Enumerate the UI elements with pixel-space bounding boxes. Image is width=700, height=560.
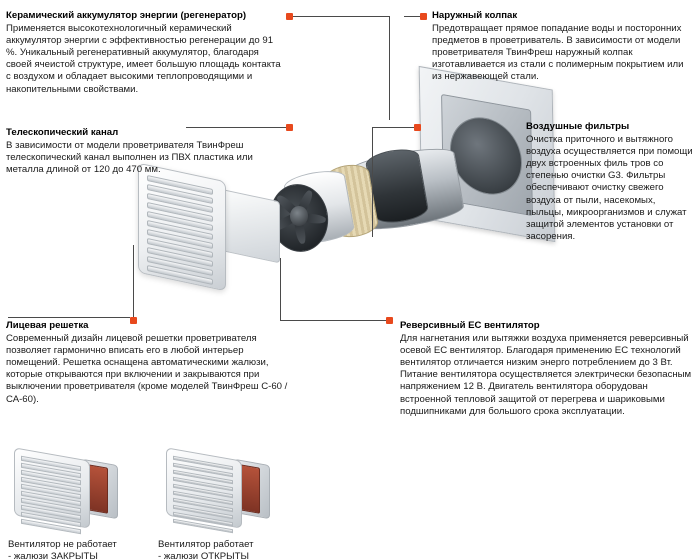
leader-reversible-fan — [280, 320, 386, 321]
callout-telescopic-channel-body: В зависимости от модели проветривателя ТвинФреш телескопический канал выполнен из ПВХ пластика или металла длиной от 120 до 470 мм. — [6, 140, 253, 176]
caption-fan-on-line1: Вентилятор работает — [158, 539, 254, 550]
leader-regenerator-2 — [389, 16, 390, 120]
leader-front-grille-2 — [8, 317, 130, 318]
louvers-open — [173, 456, 233, 519]
product-image-fan-on — [160, 448, 278, 528]
leader-front-grille — [133, 245, 134, 317]
leader-air-filters-2 — [372, 127, 373, 237]
callout-air-filters — [526, 121, 694, 243]
marker-air-filters — [414, 124, 421, 131]
caption-fan-on — [158, 539, 298, 560]
front-grille-louvers — [147, 175, 213, 277]
product-image-fan-off — [8, 448, 126, 528]
fan-hub — [290, 206, 308, 226]
louvers-closed — [21, 456, 81, 519]
callout-regenerator — [6, 10, 284, 96]
caption-fan-off-line2: - жалюзи ЗАКРЫТЫ — [8, 551, 98, 560]
callout-reversible-fan-title: Реверсивный ЕС вентилятор — [400, 320, 540, 331]
callout-regenerator-body: Применяется высокотехнологичный керамический аккумулятор энергии с эффективностью регенерации до 91 %. Уникальный регенеративный аккумулятор, благодаря своей ячеистой структуре, имеет большую площадь контакта с воздухом и обладает высокими теплопроводящими и накопительными свойствами. — [6, 23, 281, 95]
callout-air-filters-title: Воздушные фильтры — [526, 121, 630, 132]
callout-outer-cap-title: Наружный колпак — [432, 10, 518, 21]
callout-reversible-fan — [400, 320, 694, 418]
callout-telescopic-channel — [6, 127, 276, 176]
marker-telescopic-channel — [286, 124, 293, 131]
callout-front-grille — [6, 320, 294, 406]
caption-fan-off — [8, 539, 148, 560]
leader-outer-cap — [404, 16, 420, 17]
leader-reversible-fan-2 — [280, 258, 281, 320]
grille-duct-connector — [220, 189, 280, 264]
callout-outer-cap-body: Предотвращает прямое попадание воды и посторонних предметов в проветриватель. В зависимости от модели проветривателя ТвинФреш наружный колпак изготавливается из стали с полимерным покрытием или из нержавеющей стали. — [432, 23, 684, 83]
callout-reversible-fan-body: Для нагнетания или вытяжки воздуха применяется реверсивный осевой ЕС вентилятор. Благодаря применению ЕС технологий вентилятор отличается низким энерго потреблением до 3 Вт. Питание вентилятора осуществляется электрически безопасным напряжением 12 В. Двигатель вентилятора оборудован встроенной тепловой защитой от перегрева и шариковыми подшипниками для большого срока эксплуатации. — [400, 333, 692, 417]
wall-sleeve — [240, 464, 260, 514]
callout-air-filters-body: Очистка приточного и вытяжного воздуха осуществляется при помощи двух встроенных филь тров со степенью очистки G3. Фильтры обеспечивают очистку свежего воздуха от пыли, насекомых, пыльцы, микроорганизмов и служат защитой элементов установки от засорения. — [526, 134, 693, 242]
callout-front-grille-title: Лицевая решетка — [6, 320, 89, 331]
marker-reversible-fan — [386, 317, 393, 324]
callout-regenerator-title: Керамический аккумулятор энергии (регенератор) — [6, 10, 247, 21]
callout-outer-cap — [432, 10, 694, 84]
caption-fan-off-line1: Вентилятор не работает — [8, 539, 117, 550]
callout-front-grille-body: Современный дизайн лицевой решетки проветривателя позволяет гармонично вписать его в любой интерьер помещений. Решетка оснащена автоматическими жалюзи, которые открываются при включении и закрываются при выключении проветривателя (кроме моделей ТвинФреш С-60 / СА-60). — [6, 333, 288, 405]
marker-regenerator — [286, 13, 293, 20]
caption-fan-on-line2: - жалюзи ОТКРЫТЫ — [158, 551, 249, 560]
marker-outer-cap — [420, 13, 427, 20]
leader-regenerator — [293, 16, 389, 17]
wall-sleeve — [88, 464, 108, 514]
leader-air-filters — [372, 127, 414, 128]
callout-telescopic-channel-title: Телескопический канал — [6, 127, 119, 138]
